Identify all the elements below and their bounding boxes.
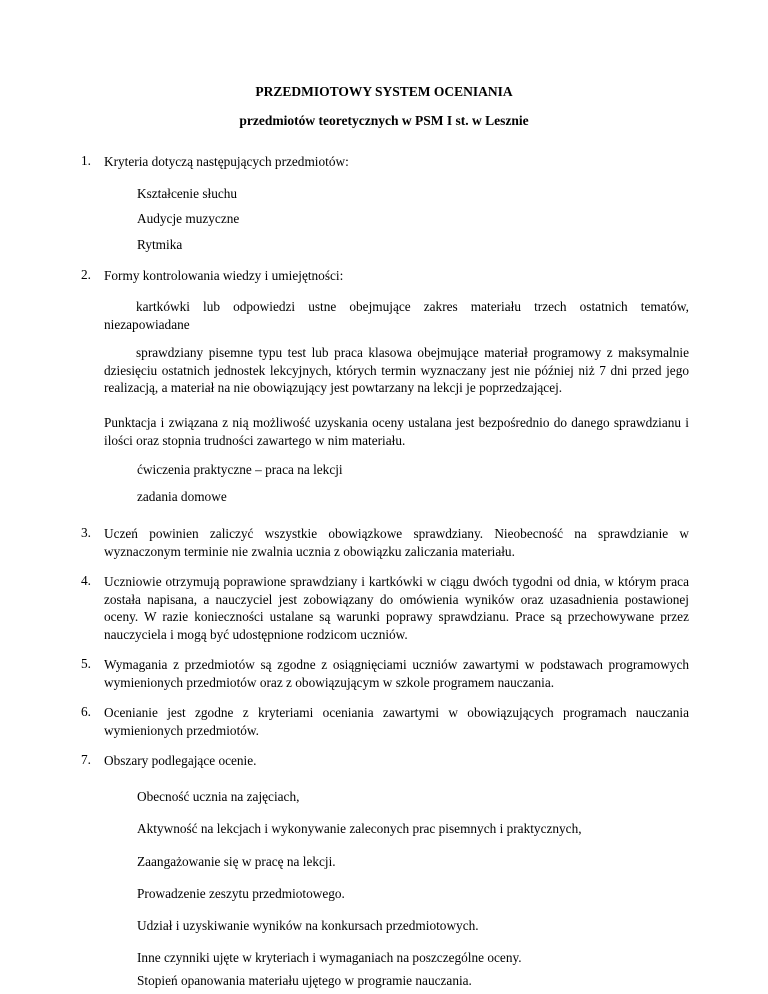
section-2-text: Formy kontrolowania wiedzy i umiejętności:	[104, 268, 344, 283]
section-3-number: 3.	[81, 525, 91, 540]
subject-item: Kształcenie słuchu	[137, 186, 238, 201]
assessment-form-item: ćwiczenia praktyczne – praca na lekcji	[137, 462, 343, 477]
section-4-text: Uczniowie otrzymują poprawione sprawdziany i kartkówki w ciągu dwóch tygodni od dnia, w którym praca została napisana, a nauczyciel jest zobowiązany do omówienia wyników oraz uzasadnienia postawionej oceny. W razie konieczności ustalane są warunki poprawy sprawdzianu. Prace są przechowywane przez nauczyciela i mogą być udostępnione rodzicom uczniów.	[104, 574, 689, 642]
section-3-text: Uczeń powinien zaliczyć wszystkie obowiązkowe sprawdziany. Nieobecność na sprawdzianie w wyznaczonym terminie nie zwalnia ucznia z obowiązku zaliczania materiału.	[104, 526, 689, 559]
assessment-form-text: sprawdziany pisemne typu test lub praca klasowa obejmujące materiał programowy z maksymalnie dziesięciu ostatnich jednostek lekcyjnych, których termin wyznaczany jest nie później niż 7 dni przed jego realizacją, a materiał na nie obowiązujący jest powtarzany na lekcji je poprzedzającej.	[104, 345, 689, 395]
assessment-form-text: kartkówki lub odpowiedzi ustne obejmujące zakres materiału trzech ostatnich tematów, niezapowiadane	[104, 299, 689, 332]
section-1-number: 1.	[81, 153, 91, 168]
evaluation-area-item: Zaangażowanie się w pracę na lekcji.	[137, 854, 336, 869]
section-1-text: Kryteria dotyczą następujących przedmiotów:	[104, 154, 349, 169]
evaluation-area-item: Obecność ucznia na zajęciach,	[137, 789, 300, 804]
subject-item: Rytmika	[137, 237, 183, 252]
section-5-text: Wymagania z przedmiotów są zgodne z osiągnięciami uczniów zawartymi w podstawach programowych wymienionych przedmiotów oraz z obowiązującym w szkole programem nauczania.	[104, 657, 689, 690]
section-6-text: Ocenianie jest zgodne z kryteriami oceniania zawartymi w obowiązujących programach nauczania wymienionych przedmiotów.	[104, 705, 689, 738]
document-title: PRZEDMIOTOWY SYSTEM OCENIANIA	[255, 84, 513, 99]
assessment-form-item: zadania domowe	[137, 489, 227, 504]
section-7-number: 7.	[81, 752, 91, 767]
evaluation-area-item: Udział i uzyskiwanie wyników na konkursach przedmiotowych.	[137, 918, 479, 933]
subject-item: Audycje muzyczne	[137, 211, 240, 226]
section-7-text: Obszary podlegające ocenie.	[104, 753, 257, 768]
evaluation-area-item: Stopień opanowania materiału ujętego w programie nauczania.	[137, 973, 472, 988]
section-6-number: 6.	[81, 704, 91, 719]
section-4-number: 4.	[81, 573, 91, 588]
assessment-form-paragraph	[104, 298, 689, 333]
evaluation-area-item: Prowadzenie zeszytu przedmiotowego.	[137, 886, 345, 901]
document-subtitle: przedmiotów teoretycznych w PSM I st. w Lesznie	[239, 113, 529, 128]
section-5-number: 5.	[81, 656, 91, 671]
section-2-number: 2.	[81, 267, 91, 282]
evaluation-area-item: Inne czynniki ujęte w kryteriach i wymaganiach na poszczególne oceny.	[137, 950, 522, 965]
assessment-form-paragraph	[104, 344, 689, 397]
scoring-paragraph: Punktacja i związana z nią możliwość uzyskania oceny ustalana jest bezpośrednio do danego sprawdzianu i ilości oraz stopnia trudności zawartego w nim materiału.	[104, 415, 689, 448]
evaluation-area-item: Aktywność na lekcjach i wykonywanie zaleconych prac pisemnych i praktycznych,	[137, 821, 582, 836]
